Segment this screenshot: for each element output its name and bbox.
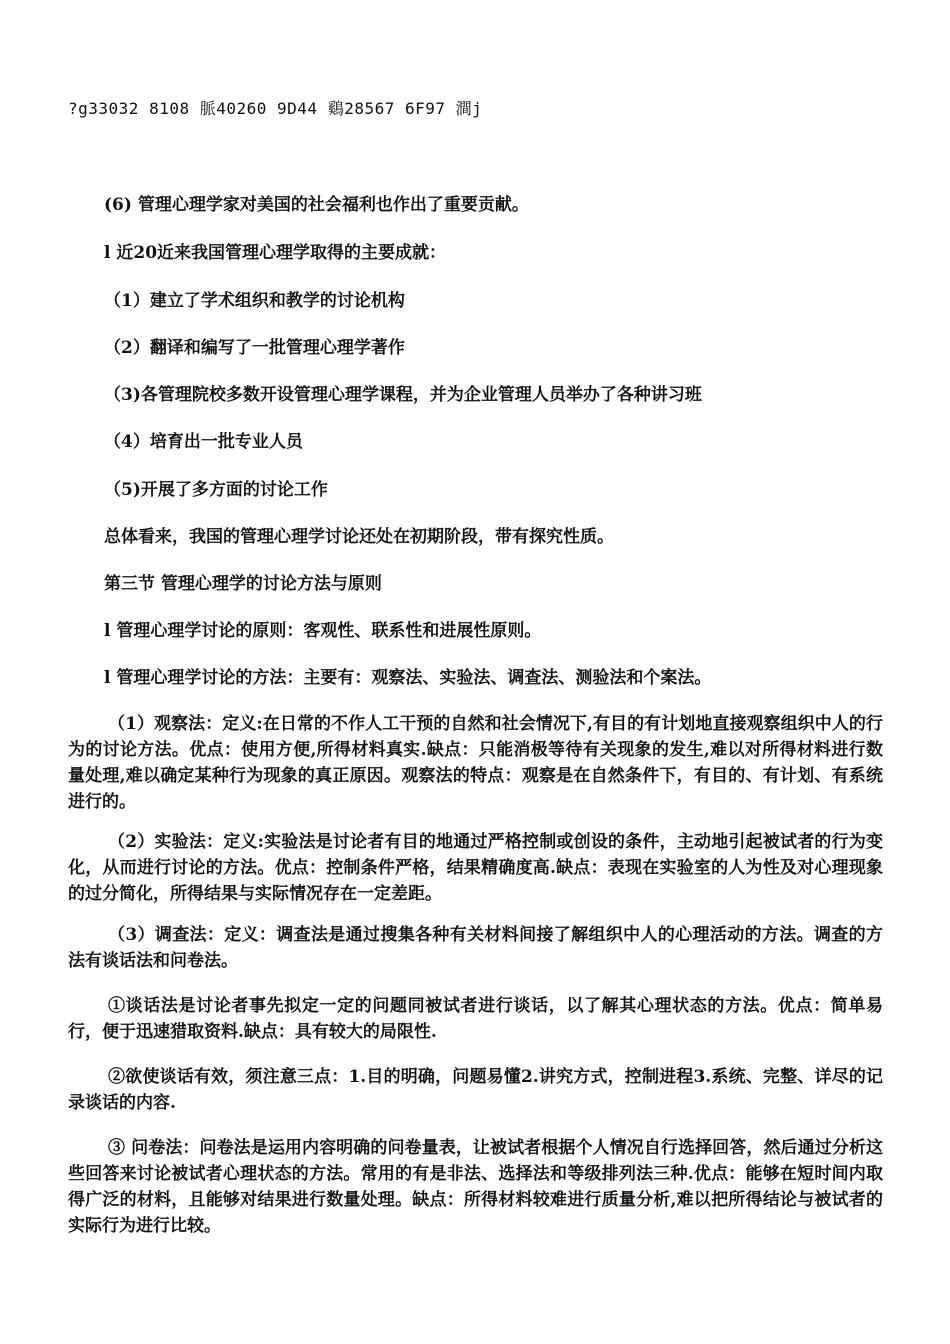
paragraph-survey: （3）调查法：定义：调查法是通过搜集各种有关材料间接了解组织中人的心理活动的方法。调查的方法有谈话法和问卷法。 (68, 925, 883, 971)
paragraph-questionnaire: ③ 问卷法：问卷法是运用内容明确的问卷量表，让被试者根据个人情况自行选择回答，然后通过分析这些回答来讨论被试者心理状态的方法。常用的有是非法、选择法和等级排列法三种.优点：能够在短时间内取得广泛的材料，且能够对结果进行数量处理。缺点：所得材料较难进行质量分析,难以把所得结论与被试者的实际行为进行比较。 (68, 1138, 883, 1236)
paragraph-observation: （1）观察法：定义:在日常的不作人工干预的自然和社会情况下,有目的有计划地直接观察组织中人的行为的讨论方法。优点：使用方便,所得材料真实.缺点：只能消极等待有关现象的发生,难以对所得材料进行数量处理,难以确定某种行为现象的真正原因。观察法的特点：观察是在自然条件下，有目的、有计划、有系统进行的。 (68, 714, 883, 812)
bullet-heading: l 近20近来我国管理心理学取得的主要成就： (104, 243, 447, 263)
paragraph-interview-tips: ②欲使谈话有效，须注意三点：1.目的明确，问题易懂2.讲究方式，控制进程3.系统、完整、详尽的记录谈话的内容. (68, 1067, 883, 1113)
section-heading: 第三节 管理心理学的讨论方法与原则 (104, 574, 382, 594)
list-item: (6) 管理心理学家对美国的社会福利也作出了重要贡献。 (104, 195, 529, 215)
list-item: （2）翻译和编写了一批管理心理学著作 (104, 338, 405, 358)
list-item: （3)各管理院校多数开设管理心理学课程，并为企业管理人员举办了各种讲习班 (104, 385, 702, 405)
bullet-methods: l 管理心理学讨论的方法：主要有：观察法、实验法、调查法、测验法和个案法。 (104, 668, 712, 688)
list-item: （1）建立了学术组织和教学的讨论机构 (104, 291, 405, 311)
list-item: （5)开展了多方面的讨论工作 (104, 480, 328, 500)
garbled-header-text: ?g33032 8108 脈40260 9D44 鷄28567 6F97 澗j (68, 99, 483, 118)
bullet-principles: l 管理心理学讨论的原则：客观性、联系性和进展性原则。 (104, 621, 542, 641)
paragraph-interview: ①谈话法是讨论者事先拟定一定的问题同被试者进行谈话，以了解其心理状态的方法。优点：简单易行，便于迅速猎取资料.缺点：具有较大的局限性. (68, 996, 883, 1042)
list-item: （4）培育出一批专业人员 (104, 432, 303, 452)
paragraph-experiment: （2）实验法：定义:实验法是讨论者有目的地通过严格控制或创设的条件，主动地引起被试者的行为变化，从而进行讨论的方法。优点：控制条件严格，结果精确度高.缺点：表现在实验室的人为性及对心理现象的过分简化，所得结果与实际情况存在一定差距。 (68, 832, 883, 904)
summary-line: 总体看来，我国的管理心理学讨论还处在初期阶段，带有探究性质。 (104, 527, 614, 547)
